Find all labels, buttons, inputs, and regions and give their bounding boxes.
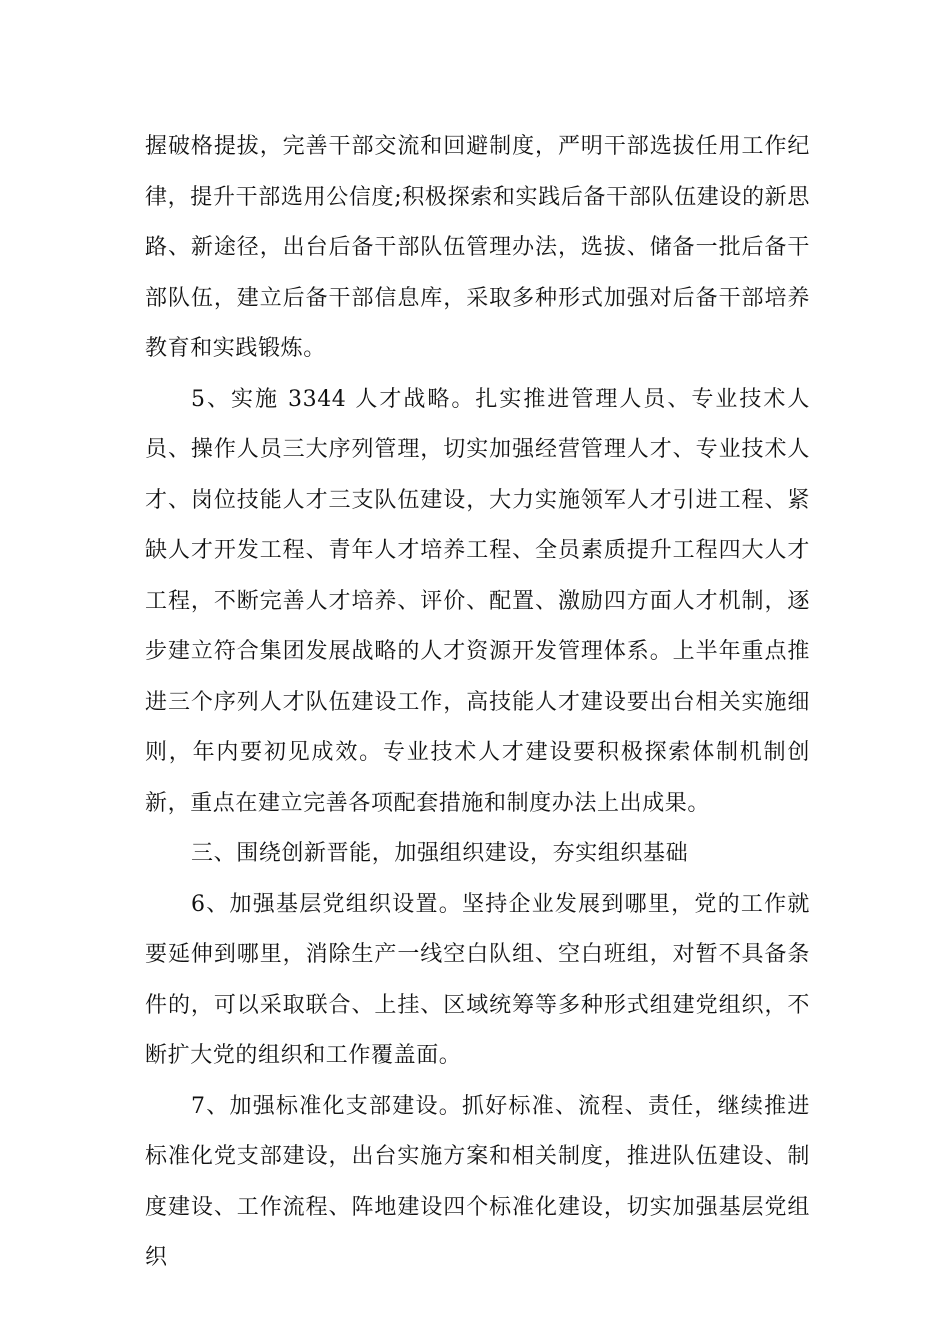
section-heading-organization: 三、围绕创新晋能，加强组织建设，夯实组织基础 xyxy=(191,841,689,866)
paragraph-cadre-selection: 握破格提拔，完善干部交流和回避制度，严明干部选拔任用工作纪律，提升干部选用公信度;积极探索和实践后备干部队伍建设的新思路、新途径，出台后备干部队伍管理办法，选拔、储备一批后备干部队伍，建立后备干部信息库，采取多种形式加强对后备干部培养教育和实践锻炼。 xyxy=(145,134,810,361)
paragraph-talent-strategy: 5、实施 3344 人才战略。扎实推进管理人员、专业技术人员、操作人员三大序列管理，切实加强经营管理人才、专业技术人才、岗位技能人才三支队伍建设，大力实施领军人才引进工程、紧缺人才开发工程、青年人才培养工程、全员素质提升工程四大人才工程，不断完善人才培养、评价、配置、激励四方面人才机制，逐步建立符合集团发展战略的人才资源开发管理体系。上半年重点推进三个序列人才队伍建设工作，高技能人才建设要出台相关实施细则，年内要初见成效。专业技术人才建设要积极探索体制机制创新，重点在建立完善各项配套措施和制度办法上出成果。 xyxy=(145,386,810,816)
paragraph-standard-branch: 7、加强标准化支部建设。抓好标准、流程、责任，继续推进标准化党支部建设，出台实施方案和相关制度，推进队伍建设、制度建设、工作流程、阵地建设四个标准化建设，切实加强基层党组织 xyxy=(145,1093,810,1270)
paragraph-party-organization: 6、加强基层党组织设置。坚持企业发展到哪里，党的工作就要延伸到哪里，消除生产一线空白队组、空白班组，对暂不具备条件的，可以采取联合、上挂、区域统筹等多种形式组建党组织，不断扩大党的组织和工作覆盖面。 xyxy=(145,891,810,1068)
document-body xyxy=(145,122,810,1284)
